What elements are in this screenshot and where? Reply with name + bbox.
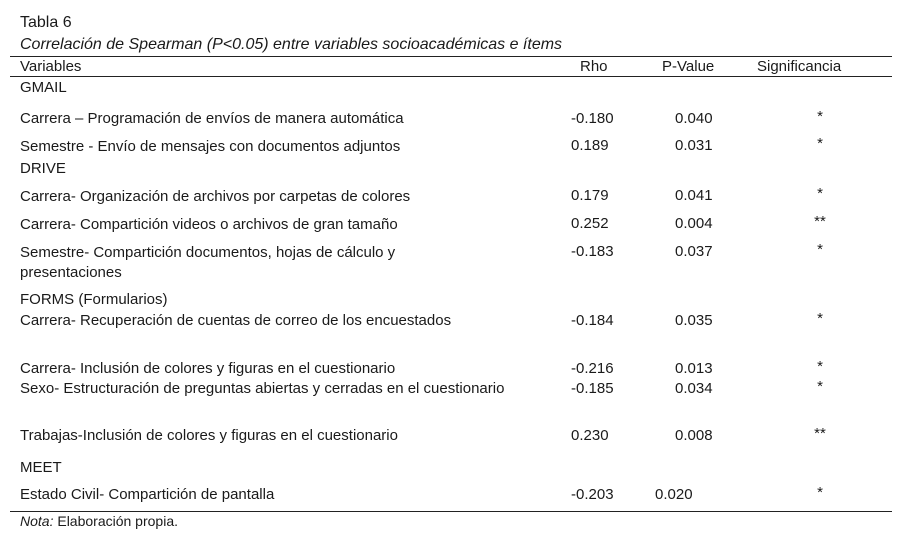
header-rho: Rho [580,58,608,75]
row-pvalue: 0.035 [675,312,713,329]
row-significance: * [817,378,823,395]
table-number: Tabla 6 [20,14,72,31]
row-pvalue: 0.031 [675,137,713,154]
note-label: Nota: [20,513,54,529]
row-significance: ** [814,213,826,230]
table-caption: Correlación de Spearman (P<0.05) entre variables socioacadémicas e ítems [20,36,563,53]
row-label: Carrera- Inclusión de colores y figuras en el cuestionario [20,360,396,377]
section-forms: FORMS (Formularios) [20,291,168,308]
row-pvalue: 0.037 [675,243,713,260]
row-rho: 0.179 [571,187,609,204]
top-rule [10,56,892,57]
row-significance: * [817,241,823,258]
row-label: Estado Civil- Compartición de pantalla [20,486,275,503]
row-significance: * [817,185,823,202]
row-pvalue: 0.013 [675,360,713,377]
row-label: Semestre - Envío de mensajes con documentos adjuntos [20,138,401,155]
header-significance: Significancia [757,58,842,75]
row-rho: -0.216 [571,360,614,377]
row-significance: * [817,108,823,125]
header-variables: Variables [20,58,82,75]
row-significance: ** [814,425,826,442]
row-pvalue: 0.040 [675,110,713,127]
row-pvalue: 0.034 [675,380,713,397]
row-rho: 0.189 [571,137,609,154]
row-rho: -0.203 [571,486,614,503]
row-significance: * [817,310,823,327]
row-label: Sexo- Estructuración de preguntas abiertas y cerradas en el cuestionario [20,380,505,397]
row-label: Semestre- Compartición documentos, hojas de cálculo y presentaciones [20,244,396,281]
row-pvalue: 0.020 [655,486,693,503]
section-gmail: GMAIL [20,79,67,96]
table-note [20,513,178,529]
row-pvalue: 0.041 [675,187,713,204]
row-rho: 0.252 [571,215,609,232]
row-significance: * [817,358,823,375]
header-pvalue: P-Value [662,58,715,75]
row-label: Carrera- Recuperación de cuentas de correo de los encuestados [20,312,452,329]
row-label: Carrera- Compartición videos o archivos de gran tamaño [20,216,398,233]
row-rho: 0.230 [571,427,609,444]
section-drive: DRIVE [20,160,66,177]
row-label: Trabajas-Inclusión de colores y figuras en el cuestionario [20,427,398,444]
row-significance: * [817,484,823,501]
note-text: Elaboración propia. [53,513,178,529]
row-rho: -0.185 [571,380,614,397]
row-rho: -0.184 [571,312,614,329]
row-pvalue: 0.008 [675,427,713,444]
section-meet: MEET [20,459,62,476]
row-significance: * [817,135,823,152]
row-rho: -0.180 [571,110,614,127]
row-rho: -0.183 [571,243,614,260]
row-label: Carrera – Programación de envíos de manera automática [20,110,404,127]
bottom-rule [10,511,892,512]
row-pvalue: 0.004 [675,215,713,232]
row-label: Carrera- Organización de archivos por carpetas de colores [20,188,411,205]
header-rule [10,76,892,77]
